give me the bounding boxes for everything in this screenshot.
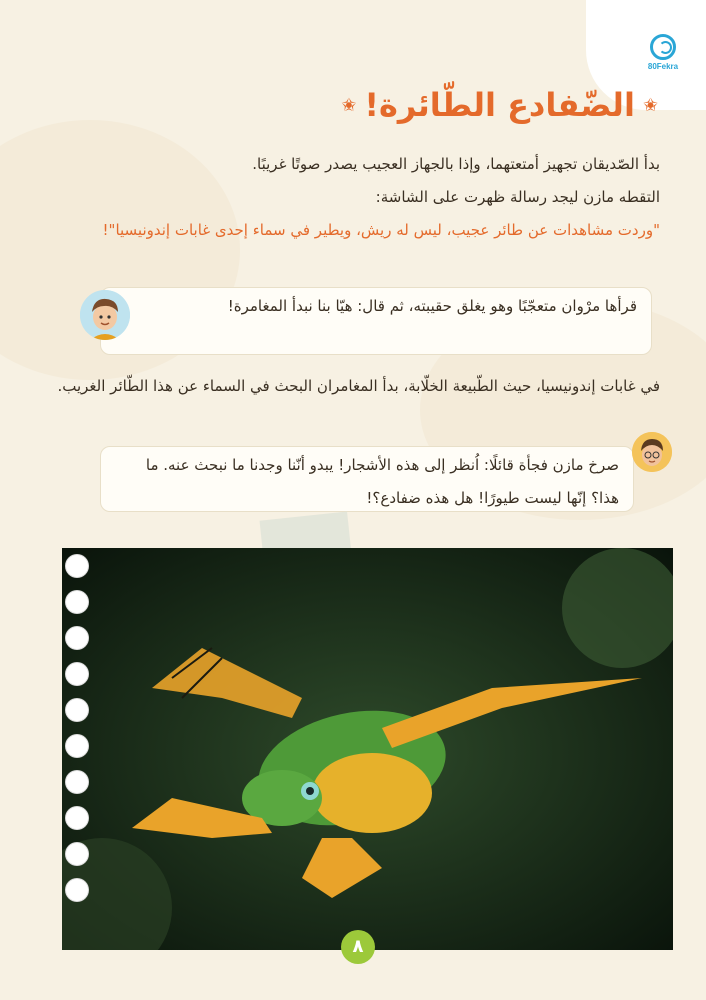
avatar-mazen <box>632 432 672 472</box>
paragraph-2: التقطه مازن ليجد رسالة ظهرت على الشاشة: <box>375 188 660 206</box>
notebook-holes <box>66 555 96 915</box>
binding-hole <box>66 735 88 757</box>
binding-hole <box>66 699 88 721</box>
page-number: ٨ <box>341 930 375 964</box>
binding-hole <box>66 843 88 865</box>
binding-hole <box>66 555 88 577</box>
bubble-text: قرأها مرْوان متعجّبًا وهو يغلق حقيبته، ثم قال: هيّا بنا نبدأ المغامرة! <box>227 297 637 315</box>
binding-hole <box>66 771 88 793</box>
star-icon: ✬ <box>642 94 658 116</box>
avatar-marwan <box>80 290 130 340</box>
binding-hole <box>66 591 88 613</box>
title-text: الضّفادع الطّائرة! <box>364 86 635 124</box>
paragraph-4: في غابات إندونيسيا، حيث الطّبيعة الخلّابة، بدأ المغامران البحث في السماء عن هذا الطّائر الغريب. <box>57 377 660 395</box>
star-icon: ✬ <box>341 94 357 116</box>
flying-frog-photo <box>62 548 673 958</box>
paragraph-3: "وردت مشاهدات عن طائر عجيب، ليس له ريش، ويطير في سماء إحدى غابات إندونيسيا"! <box>102 221 660 239</box>
speech-bubble-mazen <box>100 446 634 512</box>
page-title <box>341 86 658 124</box>
speech-bubble-marwan <box>100 287 652 355</box>
binding-hole <box>66 807 88 829</box>
binding-hole <box>66 879 88 901</box>
brand-name: 80Fekra <box>647 62 679 71</box>
binding-hole <box>66 627 88 649</box>
paragraph-1: بدأ الصّديقان تجهيز أمتعتهما، وإذا بالجهاز العجيب يصدر صوتًا غريبًا. <box>252 155 660 173</box>
brand-logo <box>642 34 684 71</box>
binding-hole <box>66 663 88 685</box>
bulb-icon <box>650 34 676 60</box>
bubble-text: صرخ مازن فجأة قائلًا: اُنظر إلى هذه الأشجار! يبدو أنّنا وجدنا ما نبحث عنه. ما هذا؟ إنّها ليست طيورًا! هل هذه ضفادع؟! <box>145 456 619 507</box>
